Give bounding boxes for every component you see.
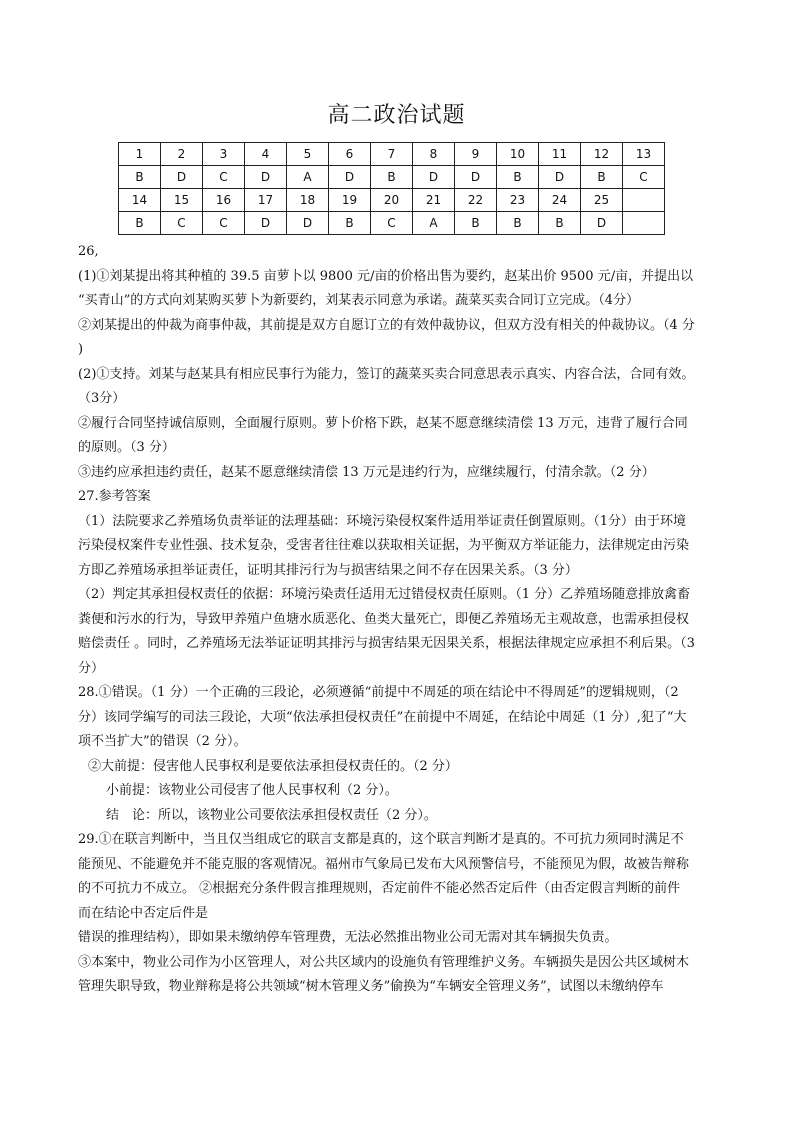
text-line: 的原则。（3 分） xyxy=(78,440,175,455)
answer-table-cell: 12 xyxy=(581,143,623,166)
answer-table-cell: 2 xyxy=(161,143,203,166)
answer-table-cell: 1 xyxy=(119,143,161,166)
answer-table-cell: 20 xyxy=(371,189,413,212)
answer-table-cell: 18 xyxy=(287,189,329,212)
text-line: “买青山”的方式向刘某购买萝卜为新要约，刘某表示同意为承诺。蔬菜买卖合同订立完成。（4分） xyxy=(78,293,640,308)
text-line: 26, xyxy=(78,244,99,259)
text-line: 污染侵权案件专业性强、技术复杂，受害者往往难以获取相关证据，为平衡双方举证能力，法律规定由污染 xyxy=(78,538,690,553)
answer-table-cell: B xyxy=(371,166,413,189)
text-line: (1)①刘某提出将其种植的 39.5 亩萝卜以 9800 元/亩的价格出售为要约，赵某出价 9500 元/亩，并提出以 xyxy=(78,268,694,284)
answer-table-cell: C xyxy=(203,166,245,189)
answer-table-cell: 19 xyxy=(329,189,371,212)
answer-table-cell: 4 xyxy=(245,143,287,166)
text-line: 赔偿责任 。同时，乙养殖场无法举证证明其排污与损害结果无因果关系，根据法律规定应承担不利后果。（3 xyxy=(78,636,695,651)
text-line: ③本案中，物业公司作为小区管理人，对公共区域内的设施负有管理维护义务。车辆损失是因公共区域树木 xyxy=(78,954,690,970)
answer-table-cell: D xyxy=(581,212,623,235)
answer-table-cell xyxy=(623,212,665,235)
text-line: (2)①支持。刘某与赵某具有相应民事行为能力，签订的蔬菜买卖合同意思表示真实、内容合法，合同有效。 xyxy=(78,366,695,382)
text-line: ②大前提：侵害他人民事权利是要依法承担侵权责任的。（2 分） xyxy=(88,758,458,774)
answer-table xyxy=(118,142,665,235)
answer-table-cell xyxy=(623,189,665,212)
answer-table-cell: 7 xyxy=(371,143,413,166)
answer-table-cell: 3 xyxy=(203,143,245,166)
answer-table-cell: 13 xyxy=(623,143,665,166)
answer-table-cell: D xyxy=(539,166,581,189)
answer-table-cell: 21 xyxy=(413,189,455,212)
answer-content xyxy=(78,240,738,1000)
answer-table-row xyxy=(119,212,665,235)
answer-table-cell: B xyxy=(581,166,623,189)
text-line: 而在结论中否定后件是 xyxy=(78,905,209,921)
answer-table-cell: B xyxy=(497,166,539,189)
answer-table-cell: 14 xyxy=(119,189,161,212)
text-line: ②刘某提出的仲裁为商事仲裁，其前提是双方自愿订立的有效仲裁协议，但双方没有相关的仲裁协议。（4 分 xyxy=(78,317,695,333)
text-line: （1）法院要求乙养殖场负责举证的法理基础：环境污染侵权案件适用举证责任倒置原则。（1分）由于环境 xyxy=(78,513,687,529)
page-title: 高二政治试题 xyxy=(327,103,466,128)
answer-table-cell: 9 xyxy=(455,143,497,166)
text-line: 粪便和污水的行为，导致甲养殖户鱼塘水质恶化、鱼类大量死亡，即便乙养殖场无主观故意，也需承担侵权 xyxy=(78,611,690,627)
answer-table-row xyxy=(119,166,665,189)
text-line: 能预见、不能避免并不能克服的客观情况。福州市气象局已发布大风预警信号，不能预见为假，故被告辩称 xyxy=(78,856,690,872)
answer-table-cell: D xyxy=(245,166,287,189)
text-line: ) xyxy=(78,342,84,357)
answer-table-cell: 8 xyxy=(413,143,455,166)
answer-table-cell: 17 xyxy=(245,189,287,212)
answer-table-cell: 10 xyxy=(497,143,539,166)
text-line: 29.①在联言判断中，当且仅当组成它的联言支都是真的，这个联言判断才是真的。不可抗力须同时满足不 xyxy=(78,832,684,847)
answer-table-cell: B xyxy=(497,212,539,235)
answer-table-cell: 25 xyxy=(581,189,623,212)
answer-table-cell: A xyxy=(287,166,329,189)
answer-table-cell: 16 xyxy=(203,189,245,212)
answer-table-cell: 23 xyxy=(497,189,539,212)
text-line: 分） xyxy=(78,660,105,676)
text-line: 项不当扩大”的错误（2 分）。 xyxy=(78,734,247,749)
answer-table-cell: 11 xyxy=(539,143,581,166)
text-line: 的不可抗力不成立。 ②根据充分条件假言推理规则，否定前件不能必然否定后件（由否定假言判断的前件 xyxy=(78,881,681,896)
text-line: （3分） xyxy=(78,391,126,406)
answer-table-cell: B xyxy=(329,212,371,235)
text-line: 27.参考答案 xyxy=(78,489,151,504)
answer-table-row xyxy=(119,143,665,166)
text-line: 方即乙养殖场承担举证责任，证明其排污行为与损害结果之间不存在因果关系。（3 分） xyxy=(78,562,578,578)
text-line: ②履行合同坚持诚信原则，全面履行原则。萝卜价格下跌，赵某不愿意继续清偿 13 万元，违背了履行合同 xyxy=(78,415,688,431)
answer-table-cell: C xyxy=(203,212,245,235)
answer-table-cell: B xyxy=(119,166,161,189)
answer-table-cell: D xyxy=(455,166,497,189)
answer-table-cell: D xyxy=(329,166,371,189)
answer-table-cell: B xyxy=(455,212,497,235)
text-line: ③违约应承担违约责任，赵某不愿意继续清偿 13 万元是违约行为，应继续履行，付清余款。（2 分） xyxy=(78,464,655,480)
text-line: 管理失职导致，物业辩称是将公共领域“树木管理义务”偷换为“车辆安全管理义务”，试图以未缴纳停车 xyxy=(78,979,664,994)
answer-table-cell: C xyxy=(371,212,413,235)
answer-table-cell: D xyxy=(413,166,455,189)
answer-table-cell: C xyxy=(623,166,665,189)
answer-table-row xyxy=(119,189,665,212)
answer-table-cell: D xyxy=(245,212,287,235)
text-line: 结 论：所以，该物业公司要依法承担侵权责任（2 分）。 xyxy=(106,807,437,823)
answer-table-cell: D xyxy=(287,212,329,235)
text-line: 小前提：该物业公司侵害了他人民事权利（2 分）。 xyxy=(106,783,398,798)
answer-table-cell: 15 xyxy=(161,189,203,212)
text-line: 分）该同学编写的司法三段论，大项“依法承担侵权责任”在前提中不周延，在结论中周延（1 分）,犯了“大 xyxy=(78,709,687,725)
answer-table-cell: A xyxy=(413,212,455,235)
text-line: 错误的推理结构），即如果未缴纳停车管理费，无法必然推出物业公司无需对其车辆损失负责。 xyxy=(78,930,618,945)
answer-table-cell: B xyxy=(539,212,581,235)
answer-table-cell: 24 xyxy=(539,189,581,212)
answer-table-cell: B xyxy=(119,212,161,235)
answer-table-cell: 5 xyxy=(287,143,329,166)
text-line: 28.①错误。（1 分）一个正确的三段论，必须遵循“前提中不周延的项在结论中不得周延”的逻辑规则，（2 xyxy=(78,685,679,700)
answer-table-cell: C xyxy=(161,212,203,235)
answer-table-cell: 6 xyxy=(329,143,371,166)
text-line: （2）判定其承担侵权责任的依据：环境污染责任适用无过错侵权责任原则。（1 分）乙养殖场随意排放禽畜 xyxy=(78,587,691,602)
answer-table-cell: D xyxy=(161,166,203,189)
answer-table-cell: 22 xyxy=(455,189,497,212)
